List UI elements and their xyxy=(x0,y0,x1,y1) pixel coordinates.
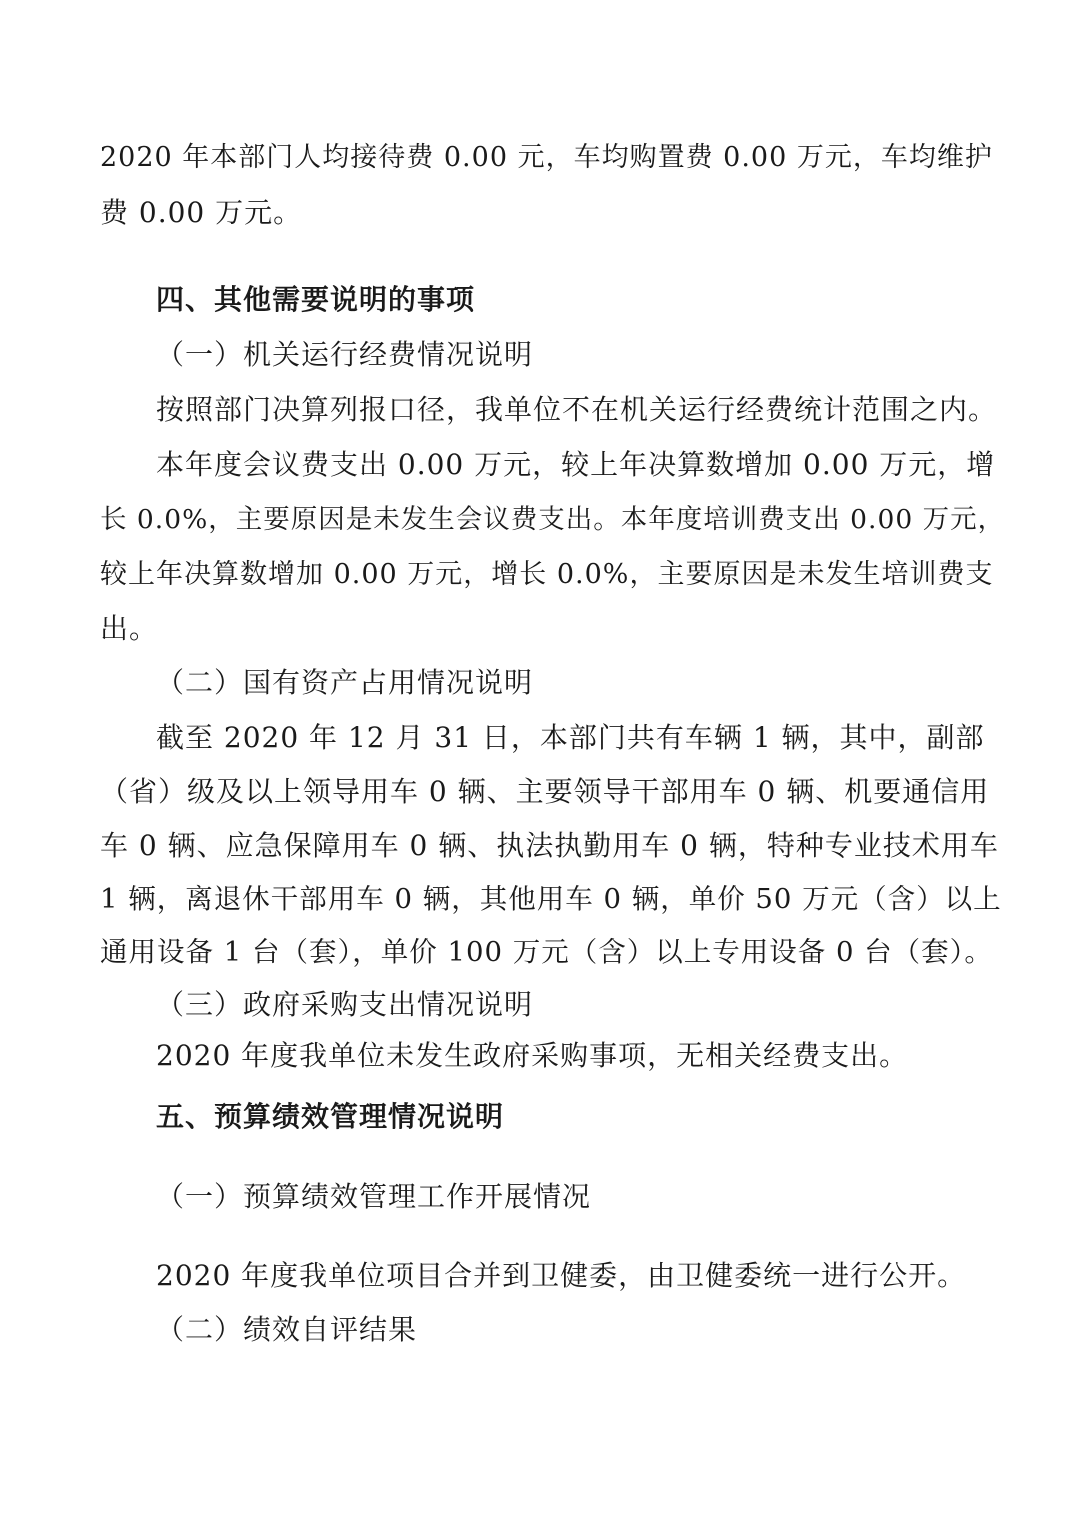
section-5-sub-1-title: （一）预算绩效管理工作开展情况 xyxy=(156,1180,592,1213)
section-4-sub-1-line-1: 按照部门决算列报口径，我单位不在机关运行经费统计范围之内。 xyxy=(156,393,998,426)
section-4-sub-2-line-5: 通用设备 1 台（套），单价 100 万元（含）以上专用设备 0 台（套）。 xyxy=(100,936,993,968)
section-4-sub-2-line-4: 1 辆，离退休干部用车 0 辆，其他用车 0 辆，单价 50 万元（含）以上 xyxy=(100,883,1002,915)
section-4-sub-2-line-2: （省）级及以上领导用车 0 辆、主要领导干部用车 0 辆、机要通信用 xyxy=(100,775,990,808)
section-5-heading: 五、预算绩效管理情况说明 xyxy=(156,1100,505,1133)
section-4-sub-1-line-3: 长 0.0%，主要原因是未发生会议费支出。本年度培训费支出 0.00 万元， xyxy=(100,504,1006,535)
section-4-sub-3-line-1: 2020 年度我单位未发生政府采购事项，无相关经费支出。 xyxy=(156,1039,909,1072)
section-4-sub-1-line-2: 本年度会议费支出 0.00 万元，较上年决算数增加 0.00 万元，增 xyxy=(156,448,996,481)
section-5-sub-2-title: （二）绩效自评结果 xyxy=(156,1313,418,1346)
section-4-sub-1-line-4: 较上年决算数增加 0.00 万元，增长 0.0%，主要原因是未发生培训费支 xyxy=(100,559,994,590)
section-4-sub-2-line-1: 截至 2020 年 12 月 31 日，本部门共有车辆 1 辆，其中，副部 xyxy=(156,721,985,754)
para-reception-line-1: 2020 年本部门人均接待费 0.00 元，车均购置费 0.00 万元，车均维护 xyxy=(100,142,993,173)
section-4-sub-2-line-3: 车 0 辆、应急保障用车 0 辆、执法执勤用车 0 辆，特种专业技术用车 xyxy=(100,829,999,862)
section-5-sub-1-line-1: 2020 年度我单位项目合并到卫健委，由卫健委统一进行公开。 xyxy=(156,1259,967,1292)
section-4-sub-3-title: （三）政府采购支出情况说明 xyxy=(156,988,534,1021)
section-4-sub-1-line-5: 出。 xyxy=(100,612,159,645)
para-reception-line-2: 费 0.00 万元。 xyxy=(100,196,303,229)
section-4-sub-2-title: （二）国有资产占用情况说明 xyxy=(156,666,534,699)
section-4-sub-1-title: （一）机关运行经费情况说明 xyxy=(156,338,534,371)
section-4-heading: 四、其他需要说明的事项 xyxy=(156,283,476,316)
